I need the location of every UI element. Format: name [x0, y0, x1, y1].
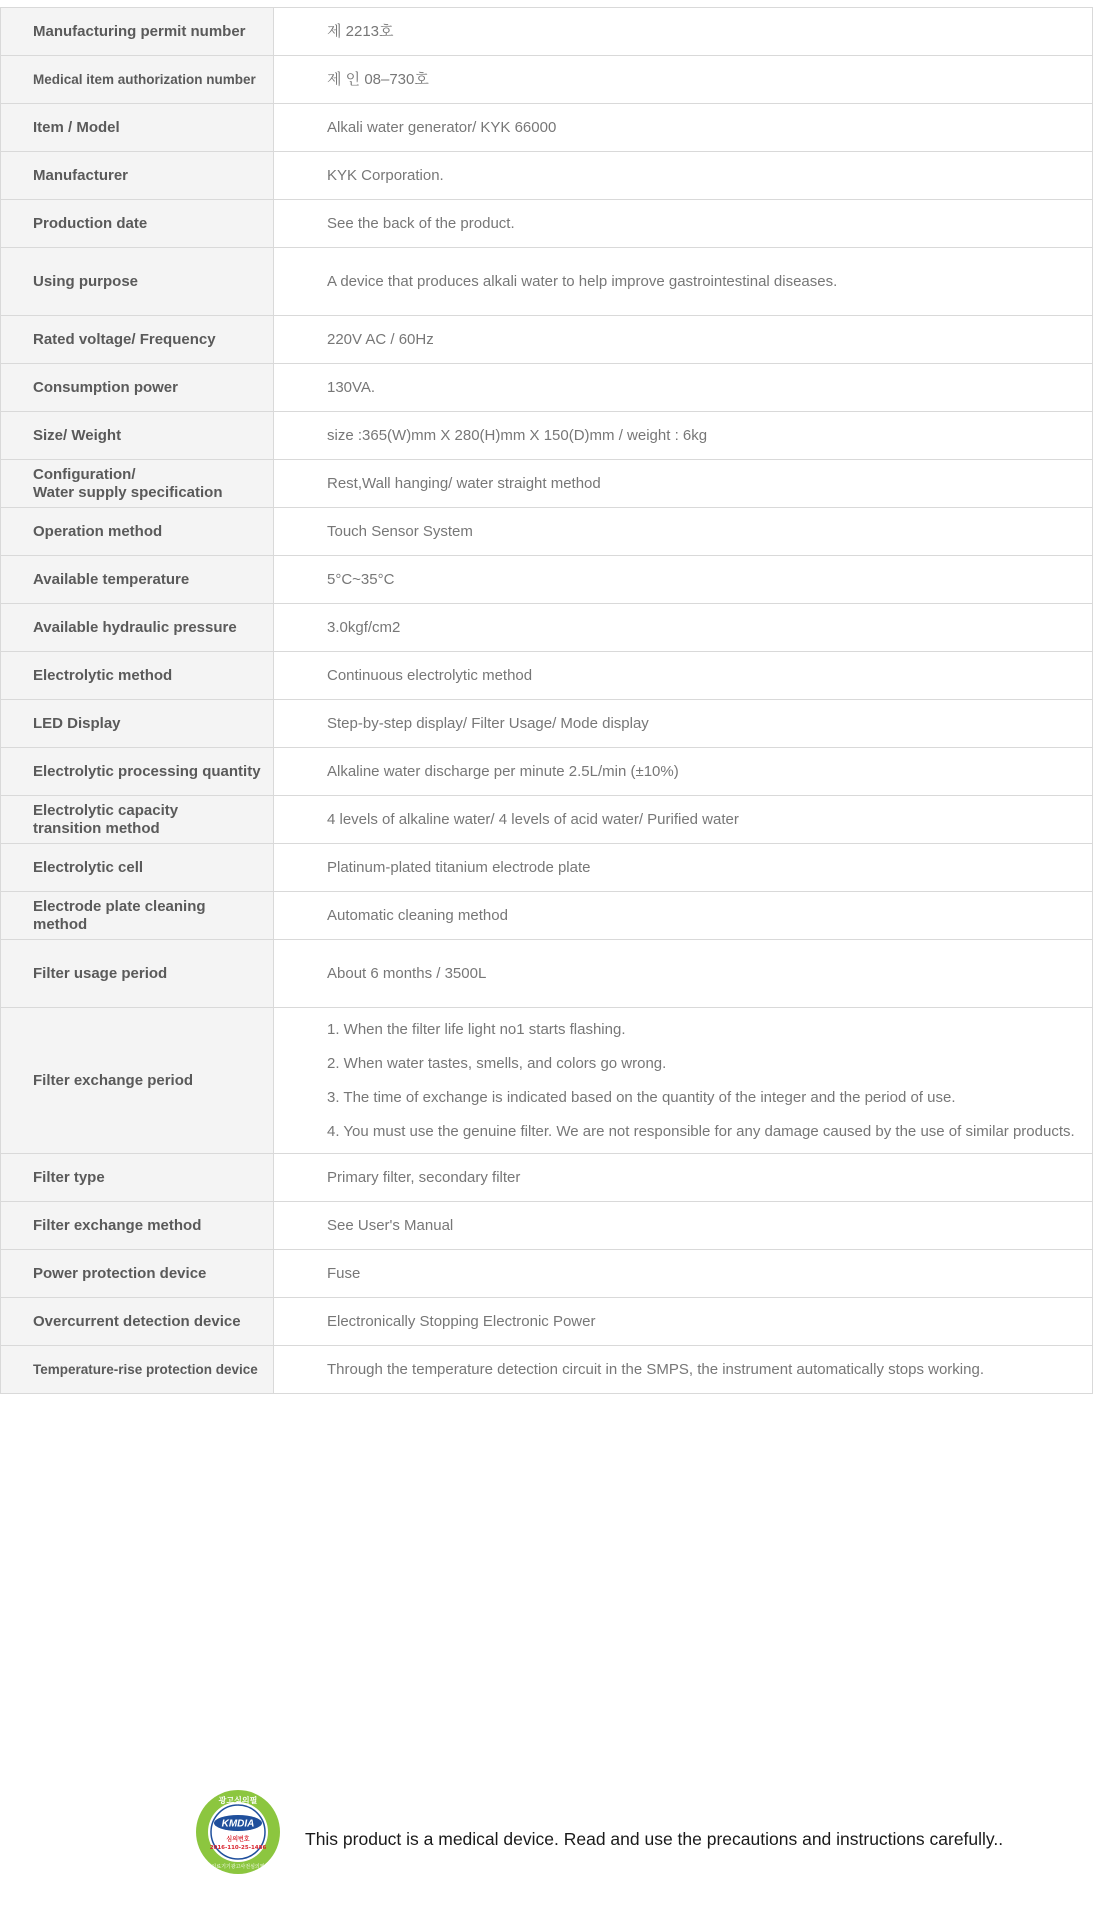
spec-value: 제 2213호	[274, 8, 1093, 55]
spec-value: See the back of the product.	[274, 200, 1093, 247]
spec-row	[1, 316, 1093, 364]
spec-row	[1, 56, 1093, 104]
spec-label: Electrolytic cell	[1, 844, 274, 891]
spec-row	[1, 1346, 1093, 1394]
spec-row	[1, 748, 1093, 796]
spec-label: LED Display	[1, 700, 274, 747]
spec-row	[1, 1202, 1093, 1250]
spec-value: size :365(W)mm X 280(H)mm X 150(D)mm / weight : 6kg	[274, 412, 1093, 459]
spec-label: Manufacturing permit number	[1, 8, 274, 55]
spec-row	[1, 1154, 1093, 1202]
spec-label: Medical item authorization number	[1, 56, 274, 103]
spec-label: Overcurrent detection device	[1, 1298, 274, 1345]
spec-row	[1, 104, 1093, 152]
spec-row	[1, 604, 1093, 652]
spec-label: Filter type	[1, 1154, 274, 1201]
spec-label: Production date	[1, 200, 274, 247]
spec-value: Alkaline water discharge per minute 2.5L/min (±10%)	[274, 748, 1093, 795]
seal-number: 2016-110-25-1486	[209, 1845, 267, 1851]
spec-row	[1, 700, 1093, 748]
spec-label: Size/ Weight	[1, 412, 274, 459]
spec-label: Power protection device	[1, 1250, 274, 1297]
spec-value: Continuous electrolytic method	[274, 652, 1093, 699]
medical-device-notice	[195, 1789, 1015, 1889]
spec-value: Alkali water generator/ KYK 66000	[274, 104, 1093, 151]
spec-value: 5°C~35°C	[274, 556, 1093, 603]
spec-value: Step-by-step display/ Filter Usage/ Mode display	[274, 700, 1093, 747]
spec-value: 3.0kgf/cm2	[274, 604, 1093, 651]
spec-label: Item / Model	[1, 104, 274, 151]
spec-row	[1, 1008, 1093, 1154]
spec-label: Configuration/ Water supply specification	[1, 460, 274, 507]
spec-value: Rest,Wall hanging/ water straight method	[274, 460, 1093, 507]
notice-text: This product is a medical device. Read and use the precautions and instructions carefully..	[305, 1829, 1004, 1849]
spec-value: 130VA.	[274, 364, 1093, 411]
spec-value: About 6 months / 3500L	[274, 940, 1093, 1007]
spec-value-line: 3. The time of exchange is indicated based on the quantity of the integer and the period of use.	[327, 1088, 956, 1106]
spec-label: Filter usage period	[1, 940, 274, 1007]
spec-label: Electrode plate cleaning method	[1, 892, 274, 939]
spec-row	[1, 652, 1093, 700]
spec-value: A device that produces alkali water to help improve gastrointestinal diseases.	[274, 248, 1093, 315]
seal-top-text: 광고심의필	[218, 1796, 258, 1805]
spec-value: See User's Manual	[274, 1202, 1093, 1249]
spec-row	[1, 152, 1093, 200]
spec-label: Filter exchange period	[1, 1008, 274, 1153]
spec-label: Operation method	[1, 508, 274, 555]
seal-brand: KMDIA	[221, 1818, 255, 1830]
spec-label: Using purpose	[1, 248, 274, 315]
seal-ring-text: 의료기기광고사전심의필	[211, 1864, 265, 1870]
spec-label: Available temperature	[1, 556, 274, 603]
spec-value: Primary filter, secondary filter	[274, 1154, 1093, 1201]
spec-label: Available hydraulic pressure	[1, 604, 274, 651]
kmdia-seal-icon	[195, 1789, 281, 1875]
spec-row	[1, 8, 1093, 56]
spec-value-line: 1. When the filter life light no1 starts flashing.	[327, 1020, 626, 1038]
spec-value	[274, 1008, 1093, 1153]
spec-label: Electrolytic capacity transition method	[1, 796, 274, 843]
spec-row	[1, 200, 1093, 248]
spec-value-line: 2. When water tastes, smells, and colors go wrong.	[327, 1054, 667, 1072]
spec-value: Automatic cleaning method	[274, 892, 1093, 939]
spec-row	[1, 460, 1093, 508]
seal-number-label: 심의번호	[226, 1836, 250, 1843]
spec-value: Fuse	[274, 1250, 1093, 1297]
spec-label: Rated voltage/ Frequency	[1, 316, 274, 363]
spec-value: Electronically Stopping Electronic Power	[274, 1298, 1093, 1345]
spec-row	[1, 508, 1093, 556]
spec-row	[1, 1298, 1093, 1346]
spec-label: Electrolytic method	[1, 652, 274, 699]
spec-label: Filter exchange method	[1, 1202, 274, 1249]
spec-row	[1, 364, 1093, 412]
spec-row	[1, 940, 1093, 1008]
spec-value: Touch Sensor System	[274, 508, 1093, 555]
spec-label: Manufacturer	[1, 152, 274, 199]
spec-value: Platinum-plated titanium electrode plate	[274, 844, 1093, 891]
spec-value: 220V AC / 60Hz	[274, 316, 1093, 363]
spec-label: Electrolytic processing quantity	[1, 748, 274, 795]
spec-value: KYK Corporation.	[274, 152, 1093, 199]
spec-label: Consumption power	[1, 364, 274, 411]
spec-row	[1, 796, 1093, 844]
spec-value: 제 인 08–730호	[274, 56, 1093, 103]
spec-value: Through the temperature detection circuit in the SMPS, the instrument automatically stops working.	[274, 1346, 1093, 1393]
spec-row	[1, 556, 1093, 604]
spec-value: 4 levels of alkaline water/ 4 levels of acid water/ Purified water	[274, 796, 1093, 843]
spec-label: Temperature-rise protection device	[1, 1346, 274, 1393]
spec-row	[1, 1250, 1093, 1298]
spec-row	[1, 892, 1093, 940]
spec-row	[1, 248, 1093, 316]
spec-value-line: 4. You must use the genuine filter. We are not responsible for any damage caused by the use of similar products.	[327, 1122, 1075, 1140]
spec-row	[1, 412, 1093, 460]
spec-table	[0, 7, 1093, 1394]
spec-row	[1, 844, 1093, 892]
